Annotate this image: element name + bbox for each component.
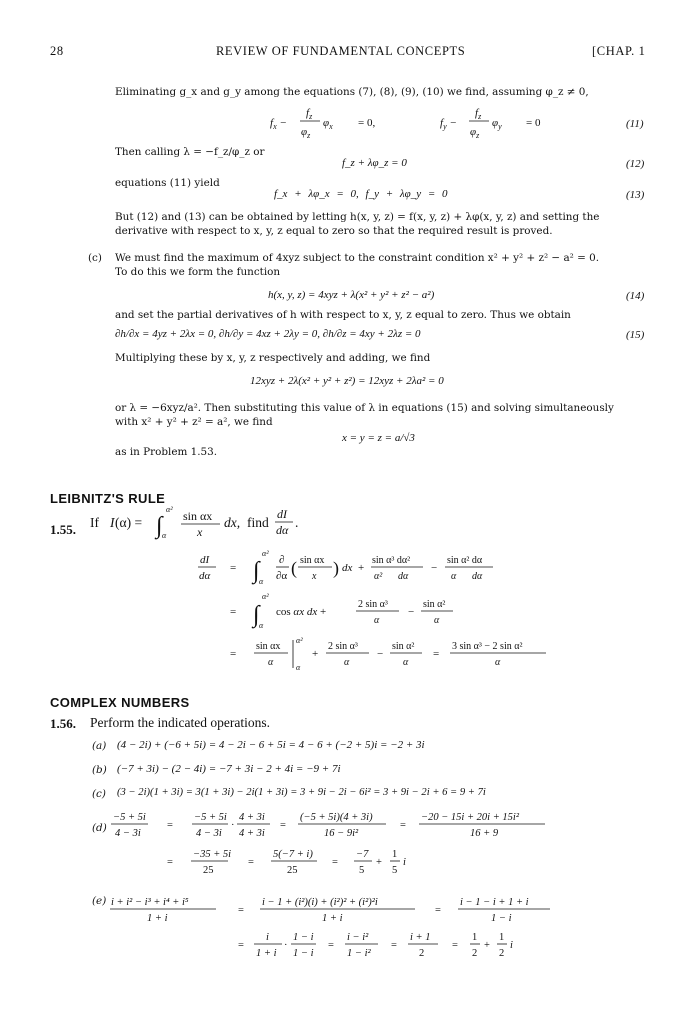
svg-text:25: 25: [287, 865, 298, 876]
equation-13-number: (13): [626, 189, 645, 201]
svg-text:α: α: [451, 571, 457, 582]
svg-text:2: 2: [499, 948, 505, 959]
section-heading-complex-numbers: COMPLEX NUMBERS: [50, 695, 190, 710]
page-number: 28: [50, 44, 64, 58]
svg-text:=: =: [167, 857, 173, 868]
svg-text:i − 1 − i + 1 + i: i − 1 − i + 1 + i: [460, 897, 529, 908]
svg-text:sin αx: sin αx: [183, 509, 213, 523]
svg-text:−35 + 5i: −35 + 5i: [193, 849, 232, 860]
svg-text:(α) =: (α) =: [115, 515, 143, 530]
svg-text:1 + i: 1 + i: [256, 948, 277, 959]
svg-text:α: α: [259, 577, 264, 586]
svg-text:5: 5: [359, 865, 365, 876]
svg-text:α: α: [268, 657, 274, 668]
svg-text:(−5 + 5i)(4 + 3i): (−5 + 5i)(4 + 3i): [300, 812, 373, 823]
part-c-complex-label: (c): [92, 788, 106, 800]
svg-text:α: α: [434, 615, 440, 626]
part-a-equation: (4 − 2i) + (−6 + 5i) = 4 − 2i − 6 + 5i = 4 − 6 + (−2 + 5)i = −2 + 3i: [117, 739, 425, 751]
equation-15: ∂h/∂x = 4yz + 2λx = 0, ∂h/∂y = 4xz + 2λy = 0, ∂h/∂z = 4xy + 2λz = 0: [115, 328, 421, 340]
svg-text:4 − 3i: 4 − 3i: [196, 828, 222, 839]
svg-text:=: =: [248, 857, 254, 868]
svg-text:i: i: [510, 940, 513, 951]
svg-text:α: α: [162, 531, 167, 540]
equation-14-number: (14): [626, 290, 645, 302]
svg-text:fx −: $f_x$ −: [270, 117, 287, 131]
svg-text:dα: dα: [276, 523, 289, 537]
svg-text:+: +: [484, 940, 490, 951]
svg-text:=: =: [230, 562, 237, 574]
svg-text:∂: ∂: [279, 554, 285, 566]
svg-text:α: α: [344, 657, 350, 668]
svg-text:+: +: [358, 562, 365, 574]
svg-text:dI: dI: [200, 554, 210, 566]
svg-text:=: =: [328, 940, 334, 951]
svg-text:dx: dx: [342, 562, 353, 574]
equation-11: [270, 105, 590, 141]
svg-text:=: =: [167, 820, 173, 831]
svg-text:φy: $\varphi_y$: [492, 117, 502, 131]
svg-text:sin αx: sin αx: [256, 641, 281, 652]
svg-text:i: i: [403, 857, 406, 868]
part-a-label: (a): [92, 740, 107, 752]
svg-text:−: −: [431, 562, 438, 574]
svg-text:I: I: [110, 515, 115, 530]
svg-text:=: =: [435, 905, 441, 916]
svg-text:=: =: [280, 820, 286, 831]
svg-text:1 − i: 1 − i: [293, 948, 314, 959]
svg-text:α: α: [374, 615, 380, 626]
svg-text:2 sin α³: 2 sin α³: [358, 599, 388, 610]
problem-1-56-statement: Perform the indicated operations.: [90, 715, 270, 730]
part-c-line-3: and set the partial derivatives of h with respect to x, y, z equal to zero. Thus we obtain: [115, 309, 571, 321]
equation-16: 12xyz + 2λ(x² + y² + z²) = 12xyz + 2λa² = 0: [250, 375, 444, 387]
svg-text:φz: $\varphi_z$: [301, 126, 311, 140]
svg-text:α²: α²: [296, 636, 303, 645]
svg-text:1 − i: 1 − i: [293, 932, 314, 943]
svg-text:+: +: [312, 648, 319, 660]
conclusion-line-1: But (12) and (13) can be obtained by letting h(x, y, z) = f(x, y, z) + λφ(x, y, z) and setting the: [115, 211, 600, 223]
svg-text:fz: $f_z$: [306, 107, 313, 121]
svg-text:−7: −7: [356, 849, 369, 860]
svg-text:5: 5: [392, 865, 398, 876]
svg-text:i − i²: i − i²: [347, 932, 369, 943]
svg-text:x: x: [312, 571, 317, 582]
svg-text:.: .: [295, 515, 299, 530]
svg-text:∫: ∫: [156, 513, 163, 539]
svg-text:=: =: [433, 648, 440, 660]
equation-15-number: (15): [626, 329, 645, 341]
svg-text:φx: $\varphi_x$: [323, 117, 333, 131]
svg-text:α²: α²: [262, 592, 269, 601]
svg-text:1 + i: 1 + i: [147, 913, 168, 924]
svg-text:find: find: [247, 515, 269, 530]
then-calling: Then calling λ = −f_z/φ_z or: [115, 146, 265, 158]
svg-text:2: 2: [472, 948, 478, 959]
svg-text:(: (: [291, 558, 297, 578]
part-c-line-5: or λ = −6xyz/a². Then substituting this value of λ in equations (15) and solving simultaneously: [115, 402, 614, 414]
conclusion-line-2: derivative with respect to x, y, z equal to zero so that the required result is proved.: [115, 225, 553, 237]
svg-text:2: 2: [419, 948, 425, 959]
equation-13: f_x + λφ_x = 0, f_y + λφ_y = 0: [274, 188, 448, 200]
equation-14: h(x, y, z) = 4xyz + λ(x² + y² + z² − a²): [268, 289, 435, 301]
part-e-label: (e): [92, 895, 107, 907]
svg-text:4 + 3i: 4 + 3i: [239, 812, 265, 823]
svg-text:α²: α²: [262, 549, 269, 558]
problem-number-1-56: 1.56.: [50, 716, 76, 731]
svg-text:1: 1: [392, 849, 398, 860]
svg-text:=: =: [238, 940, 244, 951]
svg-text:16 + 9: 16 + 9: [470, 828, 499, 839]
svg-text:−: −: [377, 648, 384, 660]
svg-text:−20 − 15i + 20i + 15i²: −20 − 15i + 20i + 15i²: [421, 812, 519, 823]
svg-text:3 sin α³ − 2 sin α²: 3 sin α³ − 2 sin α²: [452, 641, 523, 652]
svg-text:−: −: [408, 606, 415, 618]
part-c-label: (c): [88, 252, 102, 264]
svg-text:1: 1: [472, 932, 478, 943]
svg-text:5(−7 + i): 5(−7 + i): [273, 849, 313, 860]
section-heading-leibnitz: LEIBNITZ'S RULE: [50, 491, 166, 506]
part-c-line-1: We must find the maximum of 4xyz subject to the constraint condition x² + y² + z² − a² = 0.: [115, 252, 600, 264]
equation-11-number: (11): [626, 118, 644, 130]
svg-text:4 − 3i: 4 − 3i: [115, 828, 141, 839]
svg-text:= 0: = 0: [526, 117, 541, 129]
svg-text:=: =: [452, 940, 458, 951]
svg-text:=: =: [230, 648, 237, 660]
svg-text:4 + 3i: 4 + 3i: [239, 828, 265, 839]
svg-text:=: =: [400, 820, 406, 831]
leibnitz-math: [90, 504, 690, 672]
svg-text:sin α³ dα²: sin α³ dα²: [372, 555, 411, 566]
part-b-equation: (−7 + 3i) − (2 − 4i) = −7 + 3i − 2 + 4i = −9 + 7i: [117, 763, 341, 775]
svg-text:+: +: [376, 857, 382, 868]
svg-text:α: α: [403, 657, 409, 668]
svg-text:=: =: [238, 905, 244, 916]
equations-yield: equations (11) yield: [115, 177, 220, 189]
equation-12-number: (12): [626, 158, 645, 170]
svg-text:α: α: [495, 657, 501, 668]
problem-number-1-55: 1.55.: [50, 522, 76, 537]
part-b-intro: Eliminating g_x and g_y among the equations (7), (8), (9), (10) we find, assuming φ_z ≠ 0,: [115, 86, 589, 98]
svg-text:i + 1: i + 1: [410, 932, 431, 943]
svg-text:dα: dα: [472, 571, 483, 582]
svg-text:sin α²: sin α²: [423, 599, 446, 610]
equation-12: f_z + λφ_z = 0: [342, 157, 407, 169]
svg-text:i: i: [266, 932, 269, 943]
svg-text:cos αx dx +: cos αx dx +: [276, 606, 327, 618]
svg-text:=: =: [391, 940, 397, 951]
svg-text:·: ·: [231, 820, 235, 831]
part-c-line-7: as in Problem 1.53.: [115, 446, 218, 458]
svg-text:If: If: [90, 515, 99, 530]
svg-text:α²: α²: [374, 571, 383, 582]
svg-text:1 − i: 1 − i: [491, 913, 512, 924]
part-d-label: (d): [92, 822, 107, 834]
svg-text:∫: ∫: [253, 558, 260, 584]
svg-text:·: ·: [284, 940, 288, 951]
svg-text:=: =: [230, 606, 237, 618]
svg-text:∂α: ∂α: [276, 570, 288, 582]
svg-text:fz: $f_z$: [475, 107, 482, 121]
svg-text:α: α: [259, 621, 264, 630]
svg-text:i − 1 + (i²)(i) + (i²)² + (i²): i − 1 + (i²)(i) + (i²)² + (i²)²i: [262, 897, 378, 908]
part-c-line-4: Multiplying these by x, y, z respectively and adding, we find: [115, 352, 431, 364]
svg-text:=: =: [332, 857, 338, 868]
running-title: REVIEW OF FUNDAMENTAL CONCEPTS: [216, 44, 466, 58]
part-c-line-2: To do this we form the function: [115, 266, 281, 278]
svg-text:16 − 9i²: 16 − 9i²: [324, 828, 359, 839]
svg-text:fy −: $f_y$ −: [440, 117, 457, 131]
svg-text:dI: dI: [277, 507, 287, 521]
svg-text:sin α²: sin α²: [392, 641, 415, 652]
svg-text:−5 + 5i: −5 + 5i: [194, 812, 227, 823]
chapter-label: [CHAP. 1: [592, 44, 646, 58]
part-b-label: (b): [92, 764, 107, 776]
part-c-line-6: with x² + y² + z² = a², we find: [115, 416, 273, 428]
svg-text:dα: dα: [199, 570, 211, 582]
svg-text:1 + i: 1 + i: [322, 913, 343, 924]
svg-text:25: 25: [203, 865, 214, 876]
part-c-complex-equation: (3 − 2i)(1 + 3i) = 3(1 + 3i) − 2i(1 + 3i) = 3 + 9i − 2i − 6i² = 3 + 9i − 2i + 6 = 9 + 7i: [117, 787, 486, 798]
svg-text:α: α: [296, 663, 301, 672]
svg-text:): ): [333, 558, 339, 578]
svg-text:dα: dα: [398, 571, 409, 582]
svg-text:dx,: dx,: [224, 515, 241, 530]
svg-text:x: x: [197, 525, 203, 539]
svg-text:1: 1: [499, 932, 505, 943]
svg-text:sin α² dα: sin α² dα: [447, 555, 483, 566]
svg-text:sin αx: sin αx: [300, 555, 325, 566]
svg-text:2 sin α³: 2 sin α³: [328, 641, 358, 652]
svg-text:α²: α²: [166, 505, 173, 514]
svg-text:∫: ∫: [253, 602, 260, 628]
svg-text:i + i² − i³ + i⁴ + i⁵: i + i² − i³ + i⁴ + i⁵: [111, 897, 189, 908]
complex-fraction-math: [110, 808, 690, 1018]
equation-17: x = y = z = a/√3: [342, 432, 415, 444]
svg-text:1 − i²: 1 − i²: [347, 948, 371, 959]
svg-text:−5 + 5i: −5 + 5i: [113, 812, 146, 823]
svg-text:φz: $\varphi_z$: [470, 126, 480, 140]
svg-text:= 0,: = 0,: [358, 117, 376, 129]
